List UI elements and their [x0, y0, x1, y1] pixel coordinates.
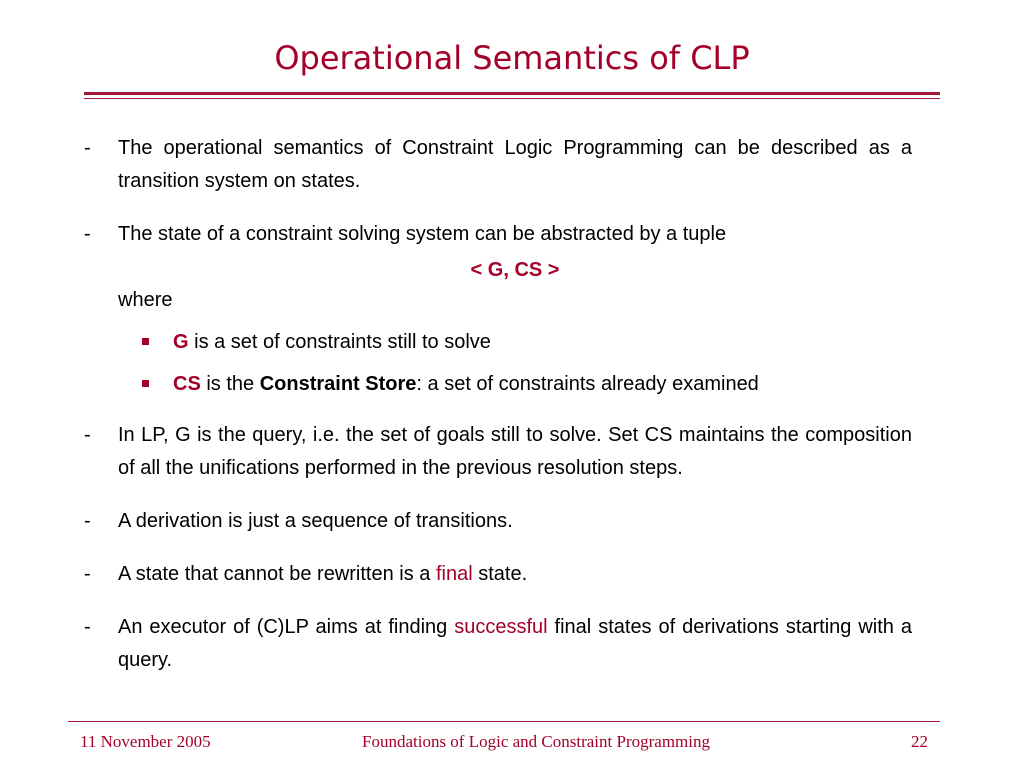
- bullet-dash: -: [84, 510, 91, 532]
- footer-date: 11 November 2005: [80, 732, 211, 751]
- bullet-text: final states of derivations starting with a query.: [118, 616, 912, 671]
- constraint-store-term: Constraint Store: [259, 373, 417, 395]
- bullet-final-state: [84, 558, 912, 591]
- square-bullet-icon: [142, 380, 149, 387]
- bullet-text: In LP, G is the query, i.e. the set of goals still to solve. Set CS maintains the composition of all the unifications performed in the previous resolution steps.: [118, 424, 912, 479]
- footer-course-title: Foundations of Logic and Constraint Programming: [362, 732, 710, 751]
- bullet-state-tuple: [84, 218, 912, 251]
- footer-rule: [68, 721, 940, 722]
- term-g: G: [173, 331, 189, 353]
- bullet-text: A state that cannot be rewritten is a: [118, 563, 436, 585]
- sub-bullet-text: is the: [200, 373, 260, 395]
- bullet-dash: -: [84, 563, 91, 585]
- title-rule-thin: [84, 98, 940, 99]
- bullet-dash: -: [84, 223, 91, 245]
- highlight-successful: successful: [454, 616, 548, 638]
- where-label: where: [118, 289, 173, 311]
- highlight-final: final: [435, 563, 473, 585]
- bullet-executor: [84, 611, 912, 677]
- bullet-text: An executor of (C)LP aims at finding: [118, 616, 455, 638]
- term-cs: CS: [173, 373, 201, 395]
- sub-bullet-text: : a set of constraints already examined: [416, 373, 759, 395]
- sub-bullet-text: is a set of constraints still to solve: [188, 331, 491, 353]
- state-tuple: < G, CS >: [470, 259, 560, 281]
- sub-bullet-g: [84, 327, 912, 357]
- bullet-lp-query: [84, 419, 912, 485]
- square-bullet-icon: [142, 338, 149, 345]
- bullet-transition-system: [84, 132, 912, 198]
- title-rule-thick: [84, 92, 940, 95]
- bullet-dash: -: [84, 616, 91, 638]
- bullet-text: The operational semantics of Constraint Logic Programming can be described as a transition system on states.: [118, 137, 912, 192]
- bullet-text: A derivation is just a sequence of transitions.: [118, 510, 513, 532]
- bullet-text: state.: [472, 563, 528, 585]
- footer-page-number: 22: [911, 732, 928, 751]
- slide-title: Operational Semantics of CLP: [274, 39, 750, 77]
- bullet-text: The state of a constraint solving system can be abstracted by a tuple: [118, 223, 727, 245]
- slide-body: [84, 132, 912, 677]
- bullet-dash: -: [84, 424, 91, 446]
- sub-bullet-cs: [84, 369, 912, 399]
- bullet-derivation: [84, 505, 912, 538]
- bullet-dash: -: [84, 137, 91, 159]
